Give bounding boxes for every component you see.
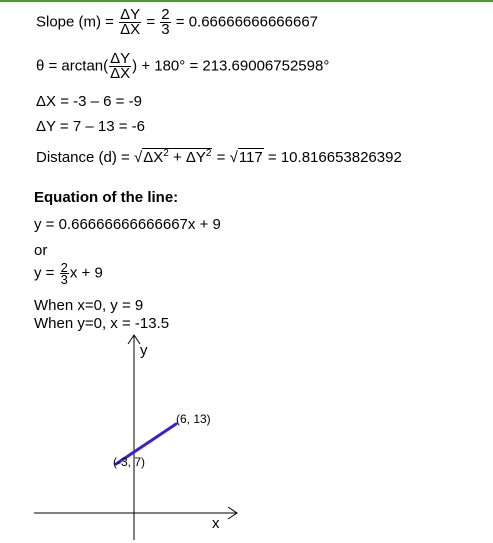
radicand-term: + ΔY — [168, 149, 206, 166]
fraction-denominator: ΔX — [110, 65, 131, 82]
distance-radicand-value: 117 — [238, 149, 263, 166]
fraction-numerator: ΔY — [110, 50, 131, 67]
equation-heading: Equation of the line: — [34, 189, 179, 206]
slope-label: Slope (m) = — [36, 13, 114, 31]
exponent: 2 — [205, 148, 212, 159]
equation-decimal: y = 0.66666666666667x + 9 — [34, 216, 221, 233]
intercept-y0: When y=0, x = -13.5 — [34, 315, 170, 332]
fraction-numerator: 2 — [60, 260, 68, 275]
theta-result: ) + 180° = 213.69006752598° — [132, 57, 330, 75]
sqrt-icon: √ — [133, 149, 143, 166]
intercept-x0: When x=0, y = 9 — [34, 297, 144, 314]
equation-lhs: y = — [34, 264, 59, 282]
delta-x-line: ΔX = -3 – 6 = -9 — [36, 93, 142, 110]
fraction-denominator: ΔX — [120, 21, 141, 38]
distance-result: = 10.816653826392 — [263, 149, 402, 166]
fraction-numerator: 2 — [161, 6, 170, 23]
exponent: 2 — [163, 148, 169, 159]
fraction-numerator: ΔY — [120, 6, 141, 23]
delta-y-line: ΔY = 7 – 13 = -6 — [36, 118, 145, 135]
equation-rhs: x + 9 — [69, 264, 103, 282]
point-b-label: (6, 13) — [176, 412, 211, 426]
point-a-label: (-3, 7) — [113, 455, 146, 469]
radicand-term: ΔX — [143, 149, 164, 166]
fraction-denominator: 3 — [60, 272, 68, 287]
x-axis-label: x — [212, 515, 220, 532]
slope-result: = 0.66666666666667 — [175, 13, 319, 31]
fraction-denominator: 3 — [161, 21, 170, 38]
sqrt-icon: √ — [229, 149, 238, 166]
or-text: or — [34, 242, 48, 259]
equals-sign: = — [212, 149, 230, 166]
equals-sign: = — [146, 13, 156, 31]
theta-label: θ = arctan( — [36, 57, 109, 75]
distance-label: Distance (d) = — [36, 149, 134, 166]
y-axis-label: y — [140, 342, 148, 359]
